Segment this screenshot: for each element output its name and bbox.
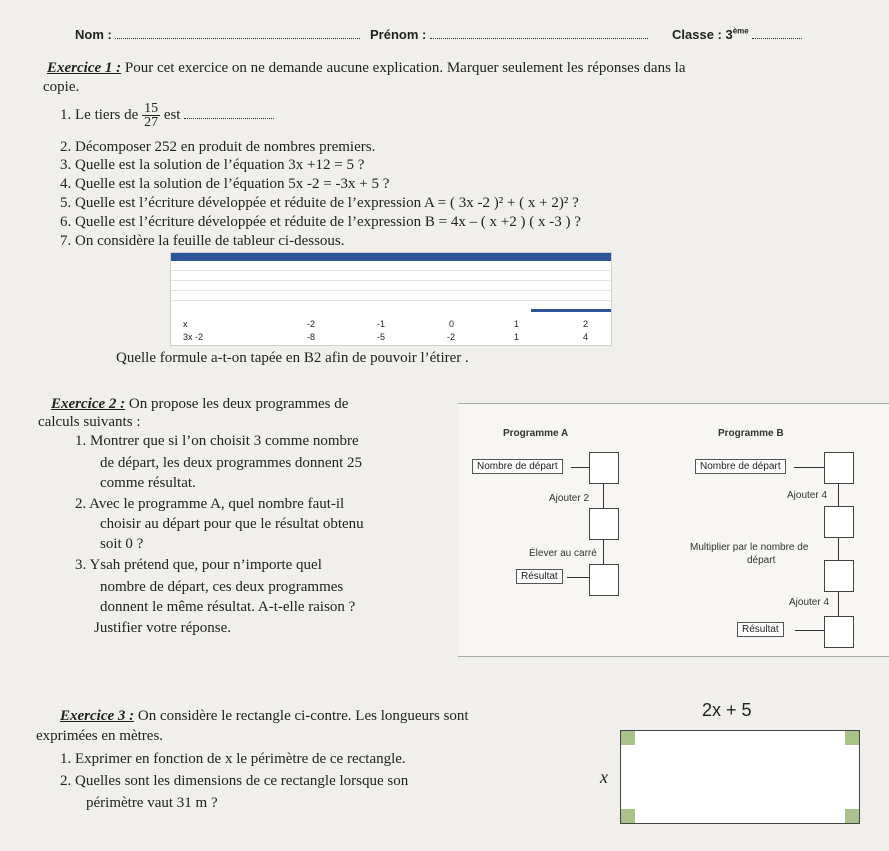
cell-d1[interactable]: 0 bbox=[449, 319, 455, 329]
cell-e2[interactable]: 1 bbox=[514, 332, 520, 342]
ex1-q2: 2. Décomposer 252 en produit de nombres premiers. bbox=[60, 139, 376, 155]
ex2-q1: 1. Montrer que si l’on choisit 3 comme nombre bbox=[75, 433, 359, 449]
ex2-q2-line2: choisir au départ pour que le résultat obtenu bbox=[100, 516, 364, 532]
ex1-q4: 4. Quelle est la solution de l’équation 5x -2 = -3x + 5 ? bbox=[60, 176, 390, 192]
progB-step2: Multiplier par le nombre de bbox=[690, 542, 809, 553]
progA-start-label: Nombre de départ bbox=[472, 459, 563, 474]
ex1-q3: 3. Quelle est la solution de l’équation 3x +12 = 5 ? bbox=[60, 157, 365, 173]
progB-start-box[interactable] bbox=[824, 452, 854, 484]
spreadsheet-formula-bar bbox=[171, 291, 611, 301]
ex1-intro-2: copie. bbox=[43, 79, 80, 95]
ex3-q2-line2: périmètre vaut 31 m ? bbox=[86, 795, 218, 811]
nom-field[interactable] bbox=[115, 26, 360, 39]
ex2-q2: 2. Avec le programme A, quel nombre faut-il bbox=[75, 496, 345, 512]
cell-b1[interactable]: -2 bbox=[307, 319, 316, 329]
progA-box2[interactable] bbox=[589, 508, 619, 540]
ex1-q5: 5. Quelle est l’écriture développée et réduite de l’expression A = ( 3x -2 )² + ( x + 2)² ? bbox=[60, 195, 579, 211]
arrow-icon bbox=[794, 467, 824, 468]
cell-b2[interactable]: -8 bbox=[307, 332, 316, 342]
rectangle-width-label: x bbox=[600, 767, 608, 787]
right-angle-marker bbox=[621, 731, 635, 745]
ex1-q7: 7. On considère la feuille de tableur ci-dessous. bbox=[60, 233, 345, 249]
ex1-q1: 1. Le tiers de $\frac{15}{27}$ est bbox=[60, 102, 274, 129]
rectangle-length-label: 2x + 5 bbox=[702, 700, 752, 720]
arrow-icon bbox=[838, 484, 839, 506]
classe-field[interactable] bbox=[752, 26, 802, 39]
selection-highlight bbox=[531, 309, 611, 312]
spreadsheet bbox=[170, 252, 612, 346]
ex3-intro: Exercice 3 : On considère le rectangle ci-contre. Les longueurs sont bbox=[60, 708, 469, 724]
prenom-label: Prénom : bbox=[370, 26, 648, 42]
progB-result-label: Résultat bbox=[737, 622, 784, 637]
progA-step2: Élever au carré bbox=[529, 548, 597, 559]
programme-a-title: Programme A bbox=[503, 428, 569, 439]
progB-box2[interactable] bbox=[824, 506, 854, 538]
cell-a2[interactable]: 3x -2 bbox=[183, 332, 204, 342]
ex2-intro-2: calculs suivants : bbox=[38, 414, 141, 430]
arrow-icon bbox=[567, 577, 589, 578]
rectangle-figure bbox=[620, 730, 860, 824]
progB-step3: Ajouter 4 bbox=[789, 597, 830, 608]
cell-d2[interactable]: -2 bbox=[447, 332, 456, 342]
cell-c1[interactable]: -1 bbox=[377, 319, 386, 329]
ex3-intro-2: exprimées en mètres. bbox=[36, 728, 164, 744]
ex2-intro: Exercice 2 : On propose les deux programmes de bbox=[51, 396, 349, 412]
ex3-q2: 2. Quelles sont les dimensions de ce rectangle lorsque son bbox=[60, 773, 409, 789]
spreadsheet-toolbar bbox=[171, 271, 611, 281]
arrow-icon bbox=[838, 538, 839, 560]
ex2-q3-line2: nombre de départ, ces deux programmes bbox=[100, 579, 344, 595]
ex2-q3-line3: donnent le même résultat. A-t-elle raison ? bbox=[100, 599, 356, 615]
cell-c2[interactable]: -5 bbox=[377, 332, 386, 342]
fraction: $\frac{15}{27}$ bbox=[144, 101, 159, 130]
right-angle-marker bbox=[845, 731, 859, 745]
right-angle-marker bbox=[845, 809, 859, 823]
progA-step1: Ajouter 2 bbox=[549, 493, 590, 504]
arrow-icon bbox=[603, 540, 604, 564]
arrow-icon bbox=[571, 467, 589, 468]
arrow-icon bbox=[603, 484, 604, 508]
progA-result-label: Résultat bbox=[516, 569, 563, 584]
ex2-q3-line4: Justifier votre réponse. bbox=[94, 620, 232, 636]
cell-f2[interactable]: 4 bbox=[583, 332, 589, 342]
ex2-q2-line3: soit 0 ? bbox=[100, 536, 144, 552]
ex1-intro: Exercice 1 : Pour cet exercice on ne demande aucune explication. Marquer seulement les réponses dans la bbox=[47, 60, 686, 76]
progB-result-box[interactable] bbox=[824, 616, 854, 648]
spreadsheet-menu bbox=[171, 261, 611, 271]
prenom-field[interactable] bbox=[430, 26, 648, 39]
cell-e1[interactable]: 1 bbox=[514, 319, 520, 329]
ex2-q1-line2: de départ, les deux programmes donnent 25 bbox=[100, 455, 363, 471]
ex1-q6: 6. Quelle est l’écriture développée et réduite de l’expression B = 4x – ( x +2 ) ( x -3 ) ? bbox=[60, 214, 581, 230]
progB-box3[interactable] bbox=[824, 560, 854, 592]
arrow-icon bbox=[838, 592, 839, 616]
progA-start-box[interactable] bbox=[589, 452, 619, 484]
progB-step1: Ajouter 4 bbox=[787, 490, 828, 501]
programme-b-title: Programme B bbox=[718, 428, 784, 439]
classe-label: Classe : 3ème bbox=[672, 26, 802, 42]
arrow-icon bbox=[795, 630, 824, 631]
progA-result-box[interactable] bbox=[589, 564, 619, 596]
right-angle-marker bbox=[621, 809, 635, 823]
spreadsheet-titlebar bbox=[171, 253, 611, 261]
cell-a1[interactable]: x bbox=[183, 319, 188, 329]
ex3-q1: 1. Exprimer en fonction de x le périmètre de ce rectangle. bbox=[60, 751, 406, 767]
ex1-q7-question: Quelle formule a-t-on tapée en B2 afin de pouvoir l’étirer . bbox=[116, 350, 469, 366]
spreadsheet-format-bar bbox=[171, 281, 611, 291]
nom-label: Nom : bbox=[75, 26, 360, 42]
progB-step2-line2: départ bbox=[747, 555, 776, 566]
cell-f1[interactable]: 2 bbox=[583, 319, 589, 329]
q1-answer[interactable] bbox=[184, 106, 274, 119]
progB-start-label: Nombre de départ bbox=[695, 459, 786, 474]
ex2-q3: 3. Ysah prétend que, pour n’importe quel bbox=[75, 557, 322, 573]
ex2-q1-line3: comme résultat. bbox=[100, 475, 196, 491]
